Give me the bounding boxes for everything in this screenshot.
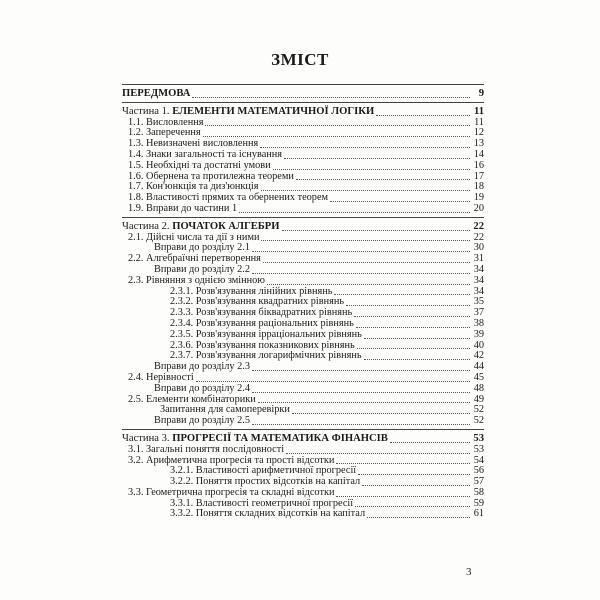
toc-entry-row[interactable]	[122, 161, 484, 172]
toc-page-number: 34	[473, 263, 484, 275]
dot-leader	[376, 115, 470, 116]
dot-leader	[356, 327, 470, 328]
toc-page-number: 35	[473, 296, 484, 308]
dot-leader	[205, 125, 470, 126]
toc-entry-row[interactable]	[122, 445, 484, 456]
part-prefix: Частина 1.	[122, 105, 170, 117]
toc-page-number: 44	[473, 361, 484, 373]
dot-leader	[355, 506, 470, 507]
toc-page-number: 11	[473, 105, 484, 117]
toc-page-number: 22	[473, 220, 484, 232]
toc-entry-label: 1.9. Вправи до частини 1	[128, 202, 238, 214]
dot-leader	[252, 251, 470, 252]
dot-leader	[362, 485, 470, 486]
dot-leader	[346, 305, 470, 306]
dot-leader	[390, 442, 470, 443]
toc-entry-label: 2.1. Дійсні числа та дії з ними	[128, 231, 260, 243]
toc-entry-label: 1.2. Заперечення	[128, 127, 201, 139]
toc-entry-label: Вправи до розділу 2.3	[154, 361, 251, 373]
toc-entry-label	[122, 89, 190, 100]
toc-entry-label: 2.3.3. Розв'язування біквадратних рівнянь	[170, 307, 353, 319]
toc-page-number: 17	[473, 170, 484, 182]
toc-entry-label: 1.6. Обернена та протилежна теореми	[128, 170, 294, 182]
toc-entry-label: 3.3. Геометрична прогресія та складні відсотки	[128, 486, 335, 498]
toc-page-number: 49	[473, 393, 484, 405]
toc-page-number: 48	[473, 382, 484, 394]
dot-leader	[292, 413, 470, 414]
toc-page-number: 11	[474, 116, 484, 128]
dot-leader	[358, 474, 470, 475]
toc-page-number: 13	[473, 138, 484, 150]
toc-page-number: 31	[473, 253, 484, 265]
dot-leader	[196, 381, 470, 382]
dot-leader	[273, 169, 470, 170]
toc-entry-label: 2.3.4. Розв'язування раціональних рівнянь	[170, 317, 354, 329]
part-prefix: Частина 2.	[122, 220, 170, 232]
dot-leader	[203, 136, 470, 137]
toc-entry-row[interactable]	[122, 384, 484, 395]
toc-page-number: 42	[473, 350, 484, 362]
toc-part-row[interactable]	[122, 222, 484, 233]
dot-leader	[296, 179, 470, 180]
toc-entry-label: 1.7. Кон'юнкція та диз'юнкція	[128, 181, 259, 193]
dot-leader	[260, 147, 470, 148]
toc-entry-label: 1.5. Необхідні та достатні умови	[128, 159, 271, 171]
toc-entry-label	[122, 222, 280, 233]
toc-page-number: 34	[473, 274, 484, 286]
toc-page-number: 53	[473, 443, 484, 455]
toc-entry-label: 2.3. Рівняння з однією змінною	[128, 274, 265, 286]
table-of-contents	[122, 82, 484, 520]
dot-leader	[252, 273, 470, 274]
dot-leader	[263, 262, 470, 263]
toc-page-number: 19	[473, 192, 484, 204]
toc-page-number: 53	[473, 432, 484, 444]
toc-page-number: 16	[473, 159, 484, 171]
toc-entry-row[interactable]	[122, 204, 484, 215]
toc-entry-label: 1.4. Знаки загальності та існування	[128, 148, 283, 160]
toc-page-number: 40	[473, 339, 484, 351]
dot-leader	[252, 370, 470, 371]
toc-page-number: 58	[473, 486, 484, 498]
toc-page-number: 22	[473, 231, 484, 243]
toc-entry-label: Вправи до розділу 2.4	[154, 382, 251, 394]
dot-leader	[330, 201, 470, 202]
toc-entry-label: 3.3.2. Поняття складних відсотків на капітал	[170, 508, 366, 520]
toc-entry-label: 2.2. Алгебраїчні перетворення	[128, 253, 261, 265]
toc-page-number: 18	[473, 181, 484, 193]
toc-page-number: 34	[473, 285, 484, 297]
dot-leader	[336, 463, 470, 464]
toc-page-number: 12	[473, 127, 484, 139]
section-divider	[122, 102, 484, 103]
toc-entry-label: Вправи до розділу 2.5	[154, 415, 251, 427]
toc-entry-label: 2.5. Елементи комбінаторики	[128, 393, 256, 405]
toc-entry-label: Вправи до розділу 2.1	[154, 242, 251, 254]
section-divider	[122, 84, 484, 85]
toc-entry-label	[122, 107, 374, 118]
toc-entry-label: Вправи до розділу 2.2	[154, 263, 251, 275]
toc-entry-label: 2.3.7. Розв'язування логарифмічних рівнянь	[170, 350, 362, 362]
toc-page-number: 39	[473, 328, 484, 340]
dot-leader	[286, 453, 470, 454]
toc-entry-label: 3.2. Арифметична прогресія та прості відсотки	[128, 454, 335, 466]
section-divider	[122, 217, 484, 218]
toc-page-number: 38	[473, 317, 484, 329]
toc-page-number: 20	[473, 202, 484, 214]
toc-entry-label: 2.4. Нерівності	[128, 371, 194, 383]
toc-page-number: 14	[473, 148, 484, 160]
dot-leader	[334, 294, 470, 295]
toc-entry-label: 3.1. Загальні поняття послідовності	[128, 443, 285, 455]
toc-entry-label: 1.1. Висловлення	[128, 116, 204, 128]
toc-page-number: 61	[473, 508, 484, 520]
dot-leader	[252, 392, 470, 393]
part-title: ПОЧАТОК АЛГЕБРИ	[172, 220, 280, 232]
page-number: 3	[466, 566, 472, 578]
toc-page-number: 52	[473, 415, 484, 427]
toc-page-number: 56	[473, 465, 484, 477]
dot-leader	[282, 230, 471, 231]
toc-page-number: 9	[478, 88, 484, 99]
toc-page-number: 52	[473, 404, 484, 416]
section-divider	[122, 429, 484, 430]
toc-entry-row[interactable]	[122, 509, 484, 520]
dot-leader	[367, 517, 470, 518]
toc-page-number: 37	[473, 307, 484, 319]
toc-page-number: 59	[473, 497, 484, 509]
dot-leader	[261, 240, 470, 241]
toc-entry-label: 1.8. Властивості прямих та обернених теорем	[128, 192, 329, 204]
toc-entry-row[interactable]	[122, 276, 484, 287]
toc-entry-label: 1.3. Невизначені висловлення	[128, 138, 259, 150]
dot-leader	[354, 316, 470, 317]
dot-leader	[364, 359, 470, 360]
toc-part-row[interactable]	[122, 89, 484, 100]
part-title: ЕЛЕМЕНТИ МАТЕМАТИЧНОЇ ЛОГІКИ	[172, 105, 375, 117]
part-prefix: Частина 3.	[122, 432, 170, 444]
toc-page-number: 30	[473, 242, 484, 254]
toc-entry-row[interactable]	[122, 416, 484, 427]
toc-entry-label: 2.3.6. Розв'язування показникових рівнянь	[170, 339, 355, 351]
dot-leader	[258, 402, 470, 403]
part-title: ПЕРЕДМОВА	[122, 88, 191, 99]
toc-entry-row[interactable]	[122, 330, 484, 341]
toc-part-row[interactable]	[122, 107, 484, 118]
toc-entry-label: 3.2.1. Властивості арифметичної прогресії	[170, 465, 357, 477]
page-title: ЗМІСТ	[271, 50, 329, 69]
dot-leader	[284, 158, 470, 159]
dot-leader	[192, 97, 470, 98]
dot-leader	[252, 424, 470, 425]
dot-leader	[261, 190, 470, 191]
toc-entry-label: 2.3.2. Розв'язування квадратних рівнянь	[170, 296, 345, 308]
dot-leader	[267, 284, 470, 285]
dot-leader	[364, 338, 470, 339]
toc-page-number: 57	[473, 476, 484, 488]
dot-leader	[239, 212, 470, 213]
toc-page-number: 54	[473, 454, 484, 466]
toc-entry-label: 2.3.1. Розв'язування лінійних рівнянь	[170, 285, 333, 297]
toc-entry-label: 3.2.2. Поняття простих відсотків на капітал	[170, 476, 361, 488]
toc-entry-label: 3.3.1. Властивості геометричної прогресії	[170, 497, 354, 509]
part-title: ПРОГРЕСІЇ ТА МАТЕМАТИКА ФІНАНСІВ	[172, 432, 388, 444]
toc-entry-label: 2.3.5. Розв'язування ірраціональних рівнянь	[170, 328, 362, 340]
dot-leader	[357, 348, 470, 349]
toc-page-number: 45	[473, 371, 484, 383]
dot-leader	[336, 496, 470, 497]
toc-entry-label: Запитання для самоперевірки	[160, 404, 290, 416]
